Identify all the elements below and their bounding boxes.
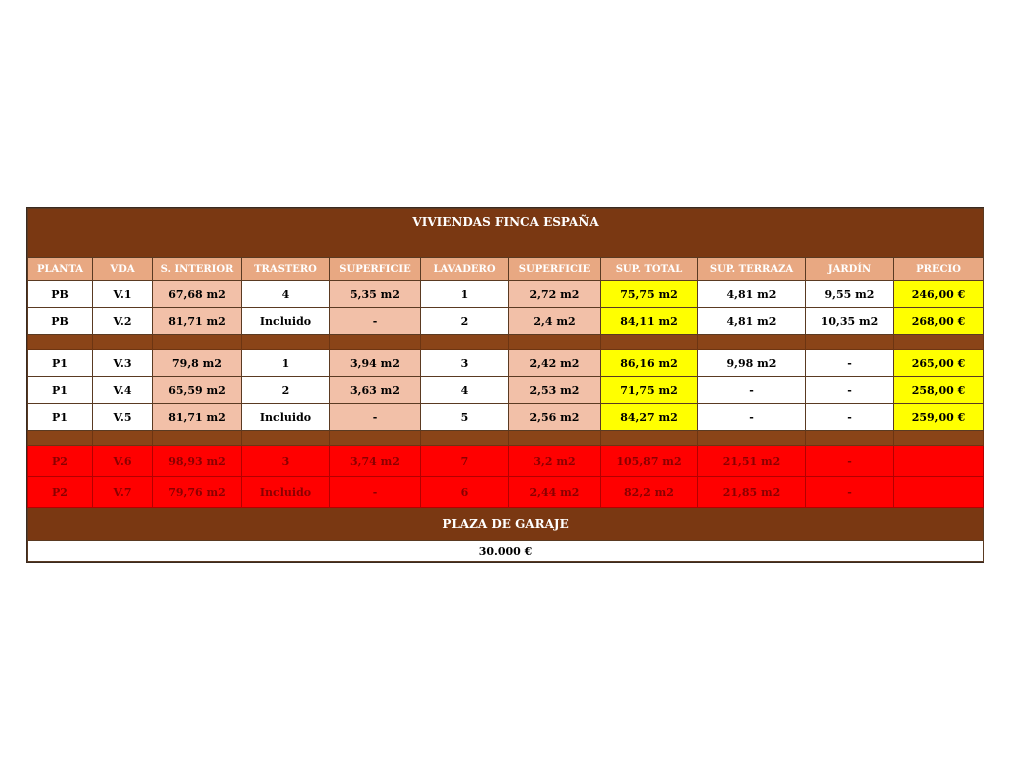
table-cell: 3 (421, 350, 509, 377)
table-cell: Incluido (242, 404, 330, 431)
table-cell: 6 (421, 477, 509, 508)
separator-cell (421, 335, 509, 350)
table-cell: V.6 (93, 446, 153, 477)
table-cell: 4,81 m2 (698, 308, 806, 335)
table-cell: 75,75 m2 (601, 281, 698, 308)
header-cell: JARDÍN (806, 258, 894, 281)
separator-row (28, 335, 984, 350)
table-cell: - (330, 404, 421, 431)
table-cell: 3,63 m2 (330, 377, 421, 404)
table-cell: 1 (242, 350, 330, 377)
table-cell: 9,98 m2 (698, 350, 806, 377)
table-cell: P1 (28, 404, 93, 431)
table-cell: 5 (421, 404, 509, 431)
table-cell: - (698, 377, 806, 404)
header-cell: TRASTERO (242, 258, 330, 281)
separator-cell (509, 335, 601, 350)
table-cell: 81,71 m2 (153, 308, 242, 335)
separator-cell (806, 335, 894, 350)
separator-cell (509, 431, 601, 446)
separator-cell (330, 335, 421, 350)
separator-cell (894, 431, 984, 446)
separator-cell (601, 431, 698, 446)
table-cell: 4,81 m2 (698, 281, 806, 308)
table-cell: 5,35 m2 (330, 281, 421, 308)
separator-cell (242, 431, 330, 446)
separator-cell (242, 335, 330, 350)
table-cell: - (806, 477, 894, 508)
table-cell: V.3 (93, 350, 153, 377)
header-cell: PLANTA (28, 258, 93, 281)
table-cell: P2 (28, 446, 93, 477)
table-cell: P1 (28, 350, 93, 377)
garage-title: PLAZA DE GARAJE (28, 508, 984, 541)
separator-cell (894, 335, 984, 350)
table-cell: - (806, 404, 894, 431)
header-cell: SUPERFICIE (509, 258, 601, 281)
table-cell (894, 446, 984, 477)
table-cell: V.7 (93, 477, 153, 508)
table-cell: 2,56 m2 (509, 404, 601, 431)
table-cell: 98,93 m2 (153, 446, 242, 477)
table-cell: - (806, 377, 894, 404)
table-cell: P1 (28, 377, 93, 404)
table-row (28, 308, 984, 335)
table-cell: PB (28, 308, 93, 335)
table-cell: 2,4 m2 (509, 308, 601, 335)
table-cell: 9,55 m2 (806, 281, 894, 308)
table-cell: 4 (421, 377, 509, 404)
table-cell: V.1 (93, 281, 153, 308)
header-cell: PRECIO (894, 258, 984, 281)
table-cell: P2 (28, 477, 93, 508)
separator-row (28, 431, 984, 446)
table-cell: 1 (421, 281, 509, 308)
table-cell: - (330, 308, 421, 335)
table-cell: 3,2 m2 (509, 446, 601, 477)
separator-cell (93, 335, 153, 350)
table-cell: Incluido (242, 477, 330, 508)
header-cell: SUP. TERRAZA (698, 258, 806, 281)
separator-cell (698, 431, 806, 446)
table-cell: V.4 (93, 377, 153, 404)
table-cell: 265,00 € (894, 350, 984, 377)
garage-price: 30.000 € (28, 541, 984, 562)
table-cell: 71,75 m2 (601, 377, 698, 404)
table-cell: 21,85 m2 (698, 477, 806, 508)
table-cell: 246,00 € (894, 281, 984, 308)
table-cell: 4 (242, 281, 330, 308)
table-cell: 65,59 m2 (153, 377, 242, 404)
table-row (28, 446, 984, 477)
garage-price-row (28, 541, 984, 562)
table-cell: 2,53 m2 (509, 377, 601, 404)
header-row (28, 258, 984, 281)
table-cell: 258,00 € (894, 377, 984, 404)
separator-cell (153, 335, 242, 350)
header-cell: S. INTERIOR (153, 258, 242, 281)
table-cell: 10,35 m2 (806, 308, 894, 335)
header-cell: SUP. TOTAL (601, 258, 698, 281)
table-cell: 2,44 m2 (509, 477, 601, 508)
table-cell: 105,87 m2 (601, 446, 698, 477)
header-cell: SUPERFICIE (330, 258, 421, 281)
separator-cell (601, 335, 698, 350)
header-cell: LAVADERO (421, 258, 509, 281)
table-row (28, 477, 984, 508)
separator-cell (421, 431, 509, 446)
separator-cell (330, 431, 421, 446)
garage-title-row (28, 508, 984, 541)
table-title: VIVIENDAS FINCA ESPAÑA (28, 209, 984, 258)
table-row (28, 350, 984, 377)
table-cell: - (806, 350, 894, 377)
table-cell: 2,42 m2 (509, 350, 601, 377)
pricing-table (27, 208, 984, 562)
table-cell: 86,16 m2 (601, 350, 698, 377)
separator-cell (698, 335, 806, 350)
table-cell: V.2 (93, 308, 153, 335)
table-cell: 259,00 € (894, 404, 984, 431)
table-cell: 21,51 m2 (698, 446, 806, 477)
table-cell: 81,71 m2 (153, 404, 242, 431)
separator-cell (806, 431, 894, 446)
table-row (28, 404, 984, 431)
separator-cell (28, 335, 93, 350)
table-cell: 3 (242, 446, 330, 477)
table-cell: V.5 (93, 404, 153, 431)
table-cell: 268,00 € (894, 308, 984, 335)
table-cell: 7 (421, 446, 509, 477)
table-cell: 82,2 m2 (601, 477, 698, 508)
table-cell: 3,94 m2 (330, 350, 421, 377)
table-cell: - (806, 446, 894, 477)
table-cell: 79,8 m2 (153, 350, 242, 377)
table-cell: 2,72 m2 (509, 281, 601, 308)
table-row (28, 377, 984, 404)
table-cell: 84,27 m2 (601, 404, 698, 431)
table-cell: 67,68 m2 (153, 281, 242, 308)
table-cell: 2 (242, 377, 330, 404)
table-cell (894, 477, 984, 508)
table-cell: - (330, 477, 421, 508)
table-cell: 3,74 m2 (330, 446, 421, 477)
table-cell: PB (28, 281, 93, 308)
pricing-table-sheet (26, 207, 984, 563)
table-cell: 2 (421, 308, 509, 335)
table-cell: 79,76 m2 (153, 477, 242, 508)
header-cell: VDA (93, 258, 153, 281)
separator-cell (93, 431, 153, 446)
separator-cell (28, 431, 93, 446)
table-cell: 84,11 m2 (601, 308, 698, 335)
table-cell: - (698, 404, 806, 431)
table-row (28, 281, 984, 308)
table-cell: Incluido (242, 308, 330, 335)
separator-cell (153, 431, 242, 446)
